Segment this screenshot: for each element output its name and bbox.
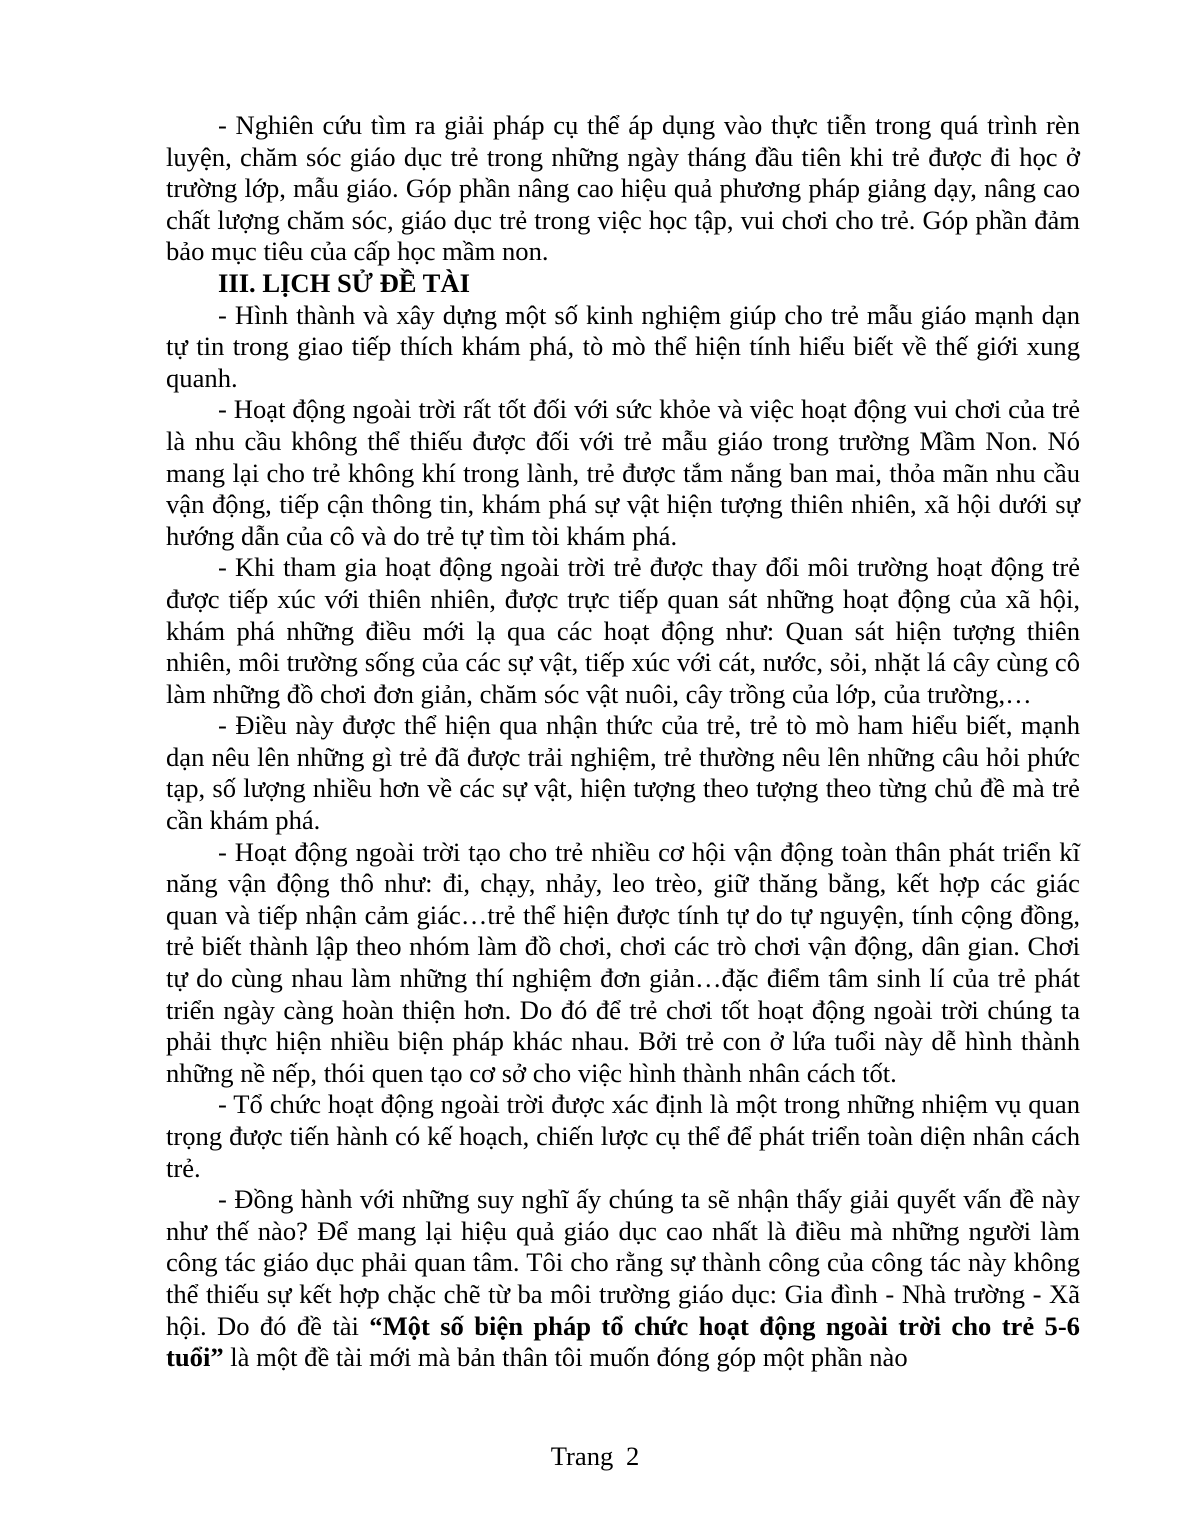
page-footer (0, 1440, 1190, 1472)
document-body (166, 110, 1080, 1374)
page-number: 2 (625, 1441, 640, 1471)
section-heading: III. LỊCH SỬ ĐỀ TÀI (218, 267, 470, 298)
paragraph-conclusion-end: là một đề tài mới mà bản thân tôi muốn đóng góp một phần nào (223, 1342, 908, 1373)
paragraph-outdoor-environment: - Khi tham gia hoạt động ngoài trời trẻ được thay đổi môi trường hoạt động trẻ được tiếp xúc với thiên nhiên, được trực tiếp quan sát những hoạt động của xã hội, khám phá những điều mới lạ qua các hoạt động như: Quan sát hiện tượng thiên nhiên, môi trường sống của các sự vật, tiếp xúc với cát, nước, sỏi, nhặt lá cây cùng cô làm những đồ chơi đơn giản, chăm sóc vật nuôi, cây trồng của lớp, của trường,… (166, 552, 1080, 709)
paragraph-motor-skills: - Hoạt động ngoài trời tạo cho trẻ nhiều cơ hội vận động toàn thân phát triển kĩ năng vận động thô như: đi, chạy, nhảy, leo trèo, giữ thăng bằng, kết hợp các giác quan và tiếp nhận cảm giác…trẻ thể hiện được tính tự do tự nguyện, tính cộng đồng, trẻ biết thành lập theo nhóm làm đồ chơi, chơi các trò chơi vận động, dân gian. Chơi tự do cùng nhau làm những thí nghiệm đơn giản…đặc điểm tâm sinh lí của trẻ phát triển ngày càng hoàn thiện hơn. Do đó để trẻ chơi tốt hoạt động ngoài trời chúng ta phải thực hiện nhiều biện pháp khác nhau. Bởi trẻ con ở lứa tuổi này dễ hình thành những nề nếp, thói quen tạo cơ sở cho việc hình thành nhân cách tốt. (166, 836, 1080, 1088)
paragraph-organization: - Tổ chức hoạt động ngoài trời được xác định là một trong những nhiệm vụ quan trọng được tiến hành có kế hoạch, chiến lược cụ thể để phát triển toàn diện nhân cách trẻ. (166, 1089, 1080, 1183)
topic-title: “Một số biện pháp tổ chức hoạt động ngoài trời cho trẻ 5-6 tuổi” (166, 1310, 1080, 1373)
paragraph-research-goal: - Nghiên cứu tìm ra giải pháp cụ thể áp dụng vào thực tiễn trong quá trình rèn luyện, chăm sóc giáo dục trẻ trong những ngày tháng đầu tiên khi trẻ được đi học ở trường lớp, mẫu giáo. Góp phần nâng cao hiệu quả phương pháp giảng dạy, nâng cao chất lượng chăm sóc, giáo dục trẻ trong việc học tập, vui chơi cho trẻ. Góp phần đảm bảo mục tiêu của cấp học mầm non. (166, 110, 1080, 267)
paragraph-outdoor-health: - Hoạt động ngoài trời rất tốt đối với sức khỏe và việc hoạt động vui chơi của trẻ là nhu cầu không thể thiếu được đối với trẻ mẫu giáo trong trường Mầm Non. Nó mang lại cho trẻ không khí trong lành, trẻ được tắm nắng ban mai, thỏa mãn nhu cầu vận động, tiếp cận thông tin, khám phá sự vật hiện tượng thiên nhiên, xã hội dưới sự hướng dẫn của cô và do trẻ tự tìm tòi khám phá. (166, 394, 1080, 551)
paragraph-conclusion-start: - Đồng hành với những suy nghĩ ấy chúng ta sẽ nhận thấy giải quyết vấn đề này như thế nào? Để mang lại hiệu quả giáo dục cao nhất là điều mà những người làm công tác giáo dục phải quan tâm. Tôi cho rằng sự thành công của công tác này không thể thiếu sự kết hợp chặc chẽ từ ba môi trường giáo dục: Gia đình - Nhà trường - Xã hội. Do đó đề tài (166, 1184, 1080, 1341)
paragraph-cognition: - Điều này được thể hiện qua nhận thức của trẻ, trẻ tò mò ham hiểu biết, mạnh dạn nêu lên những gì trẻ đã được trải nghiệm, trẻ thường nêu lên những câu hỏi phức tạp, số lượng nhiều hơn về các sự vật, hiện tượng theo tượng theo từng chủ đề mà trẻ cần khám phá. (166, 710, 1080, 836)
page-label: Trang (550, 1441, 614, 1471)
paragraph-experience: - Hình thành và xây dựng một số kinh nghiệm giúp cho trẻ mẫu giáo mạnh dạn tự tin trong giao tiếp thích khám phá, tò mò thể hiện tính hiểu biết về thế giới xung quanh. (166, 299, 1080, 393)
paragraph-conclusion (166, 1184, 1080, 1374)
